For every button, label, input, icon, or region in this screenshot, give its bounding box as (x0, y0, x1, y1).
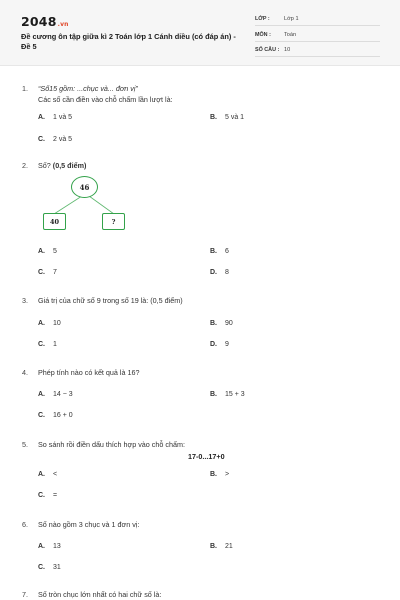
answer-option[interactable] (38, 248, 57, 255)
tree-part-node-left: 40 (43, 213, 66, 230)
question-subtext: Các số cần điền vào chỗ chấm lần lượt là: (38, 95, 173, 104)
question-label: Số? (38, 161, 51, 170)
option-letter: B. (210, 391, 217, 398)
question-points: (0,5 điểm) (52, 161, 87, 170)
page-header (0, 0, 400, 66)
document-title: Đề cương ôn tập giữa kì 2 Toán lớp 1 Cánh diều (có đáp án) - Đề 5 (21, 32, 236, 51)
question-number: 6. (22, 520, 28, 529)
info-label: SỐ CÂU : (255, 47, 280, 53)
answer-option[interactable] (38, 136, 72, 143)
answer-option[interactable] (210, 320, 233, 327)
tree-branch-left (54, 196, 82, 214)
option-text: 6 (225, 248, 229, 255)
answer-option[interactable] (38, 564, 61, 571)
option-letter: C. (38, 269, 45, 276)
info-row-question-count (255, 44, 380, 57)
option-letter: C. (38, 136, 45, 143)
answer-option[interactable] (38, 320, 61, 327)
question-text: Số nào gồm 3 chục và 1 đơn vị: (38, 520, 140, 529)
option-text: 10 (53, 320, 61, 327)
logo-suffix: .vn (57, 21, 69, 28)
option-text: 7 (53, 269, 57, 276)
answer-option[interactable] (210, 114, 244, 121)
option-text: 21 (225, 543, 233, 550)
answer-option[interactable] (210, 248, 229, 255)
option-letter: C. (38, 564, 45, 571)
option-letter: A. (38, 543, 45, 550)
option-text: 1 (53, 341, 57, 348)
option-letter: A. (38, 114, 45, 121)
question-number: 2. (22, 161, 28, 170)
tree-total-node: 46 (71, 176, 98, 198)
question-text: Phép tính nào có kết quả là 16? (38, 368, 140, 377)
option-text: > (225, 471, 230, 478)
option-text: 14 − 3 (53, 391, 73, 398)
question-number: 1. (22, 84, 28, 93)
question-number: 3. (22, 296, 28, 305)
option-letter: B. (210, 320, 217, 327)
answer-option[interactable] (210, 391, 245, 398)
option-text: 2 và 5 (53, 136, 73, 143)
info-label: LỚP : (255, 16, 270, 22)
question-number: 7. (22, 590, 28, 599)
answer-option[interactable] (38, 543, 61, 550)
option-text: 8 (225, 269, 229, 276)
option-text: < (53, 471, 58, 478)
question-number: 5. (22, 440, 28, 449)
option-letter: D. (210, 341, 217, 348)
option-text: 5 và 1 (225, 114, 245, 121)
comparison-expression: 17-0...17+0 (188, 452, 225, 461)
answer-option[interactable] (38, 114, 72, 121)
option-text: 1 và 5 (53, 114, 73, 121)
question-text: Số tròn chục lớn nhất có hai chữ số là: (38, 590, 162, 599)
option-letter: A. (38, 320, 45, 327)
option-text: 31 (53, 564, 61, 571)
info-value: Lớp 1 (284, 16, 299, 22)
question-number: 4. (22, 368, 28, 377)
option-letter: D. (210, 269, 217, 276)
option-letter: C. (38, 412, 45, 419)
site-logo[interactable] (21, 14, 69, 29)
answer-option[interactable] (210, 471, 229, 478)
answer-option[interactable] (38, 391, 73, 398)
logo-text: 2048 (21, 14, 57, 29)
option-text: 15 + 3 (225, 391, 245, 398)
answer-option[interactable] (210, 269, 229, 276)
option-letter: A. (38, 248, 45, 255)
option-letter: B. (210, 471, 217, 478)
option-letter: B. (210, 543, 217, 550)
answer-option[interactable] (38, 269, 57, 276)
option-text: 9 (225, 341, 229, 348)
option-letter: B. (210, 114, 217, 121)
answer-option[interactable] (38, 471, 57, 478)
tree-part-node-right[interactable]: ? (102, 213, 125, 230)
option-text: 13 (53, 543, 61, 550)
info-value: Toán (284, 32, 297, 38)
option-text: = (53, 492, 58, 499)
option-letter: B. (210, 248, 217, 255)
option-letter: C. (38, 492, 45, 499)
option-letter: C. (38, 341, 45, 348)
answer-option[interactable] (38, 341, 57, 348)
question-text: Giá trị của chữ số 9 trong số 19 là: (0,5 điểm) (38, 296, 183, 305)
question-text (38, 161, 86, 170)
info-value: 10 (284, 47, 291, 53)
option-text: 16 + 0 (53, 412, 73, 419)
answer-option[interactable] (38, 492, 57, 499)
option-text: 5 (53, 248, 57, 255)
info-row-subject (255, 29, 380, 42)
answer-option[interactable] (210, 341, 229, 348)
option-text: 90 (225, 320, 233, 327)
question-text: “Số15 gồm: ...chục và... đơn vị” (38, 84, 138, 93)
tree-branch-right (89, 196, 114, 214)
question-text: So sánh rồi điền dấu thích hợp vào chỗ chấm: (38, 440, 185, 449)
info-label: MÔN : (255, 32, 271, 38)
option-letter: A. (38, 391, 45, 398)
answer-option[interactable] (210, 543, 233, 550)
option-letter: A. (38, 471, 45, 478)
info-row-class (255, 13, 380, 26)
answer-option[interactable] (38, 412, 73, 419)
